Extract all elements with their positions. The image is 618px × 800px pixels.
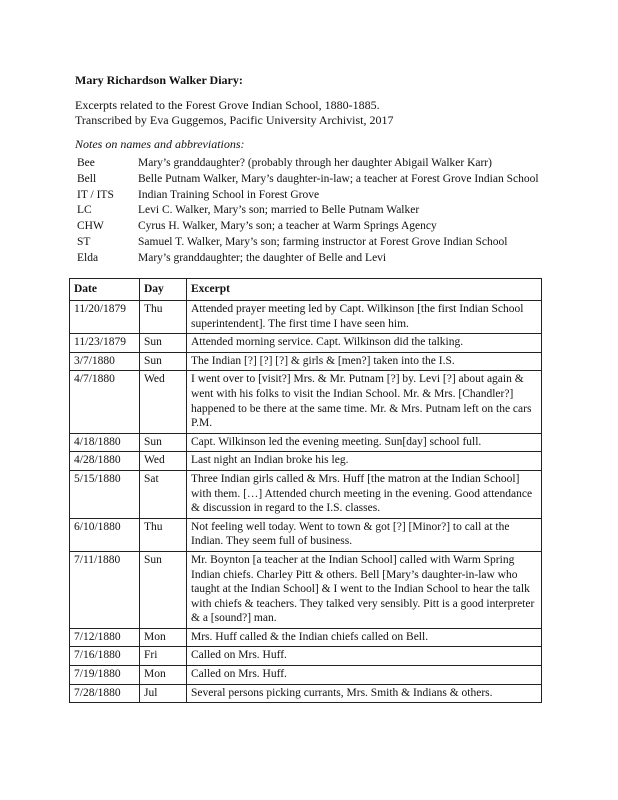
date-cell: 4/18/1880: [70, 433, 140, 452]
table-row: [70, 551, 542, 628]
date-cell: 6/10/1880: [70, 518, 140, 551]
day-cell: Wed: [140, 452, 187, 471]
day-cell: Sun: [140, 352, 187, 371]
table-row: [70, 470, 542, 518]
date-cell: 4/28/1880: [70, 452, 140, 471]
table-row: [70, 452, 542, 471]
excerpt-cell: Not feeling well today. Went to town & got [?] [Minor?] to call at the Indian. They seem full of business.: [187, 518, 542, 551]
table-row: [70, 684, 542, 703]
excerpt-cell: Mr. Boynton [a teacher at the Indian School] called with Warm Spring Indian chiefs. Charley Pitt & others. Bell [Mary’s daughter-in-law who taught at the Indian School] & I went to the Indian School to hear the talk with chiefs & teachers. They talked very sensibly. Pitt is a good interpreter & a [sound?] man.: [187, 551, 542, 628]
abbreviation-key: LC: [77, 204, 92, 217]
day-cell: Jul: [140, 684, 187, 703]
abbreviation-list: [75, 156, 545, 267]
abbreviation-key: IT / ITS: [77, 188, 114, 201]
date-cell: 11/20/1879: [70, 301, 140, 334]
abbreviation-meaning: Indian Training School in Forest Grove: [138, 188, 320, 201]
date-cell: 11/23/1879: [70, 334, 140, 353]
table-row: [70, 371, 542, 433]
excerpt-cell: Mrs. Huff called & the Indian chiefs called on Bell.: [187, 628, 542, 647]
abbreviation-item: [75, 251, 545, 267]
abbreviation-key: Bell: [77, 172, 97, 185]
abbreviation-key: Elda: [77, 251, 99, 264]
abbreviation-key: Bee: [77, 157, 95, 169]
column-header-excerpt: Excerpt: [187, 279, 542, 301]
table-row: [70, 433, 542, 452]
excerpt-cell: Three Indian girls called & Mrs. Huff [the matron at the Indian School] with them. […] Attended church meeting in the evening. Good attendance & discussion in regard to the I.S. classes.: [187, 470, 542, 518]
table-row: [70, 628, 542, 647]
notes-heading: Notes on names and abbreviations:: [75, 137, 245, 151]
day-cell: Thu: [140, 301, 187, 334]
table-row: [70, 334, 542, 353]
abbreviation-meaning: Mary’s granddaughter; the daughter of Belle and Levi: [138, 251, 387, 264]
document-title: Mary Richardson Walker Diary:: [75, 73, 243, 87]
table-row: [70, 647, 542, 666]
excerpt-cell: The Indian [?] [?] [?] & girls & [men?] taken into the I.S.: [187, 352, 542, 371]
excerpt-cell: Attended morning service. Capt. Wilkinson did the talking.: [187, 334, 542, 353]
excerpt-cell: Last night an Indian broke his leg.: [187, 452, 542, 471]
day-cell: Mon: [140, 628, 187, 647]
abbreviation-item: [75, 156, 545, 172]
column-header-date: Date: [70, 279, 140, 301]
excerpt-cell: I went over to [visit?] Mrs. & Mr. Putnam [?] by. Levi [?] about again & went with his folks to visit the Indian School. Mr. & Mrs. [Chandler?] happened to be there at the same time. Mr. & Mrs. Putnam left on the cars P.M.: [187, 371, 542, 433]
transcriber-line: Transcribed by Eva Guggemos, Pacific University Archivist, 2017: [75, 113, 394, 127]
abbreviation-meaning: Levi C. Walker, Mary’s son; married to Belle Putnam Walker: [138, 204, 420, 217]
table-row: [70, 666, 542, 685]
abbreviation-meaning: Belle Putnam Walker, Mary’s daughter-in-law; a teacher at Forest Grove Indian School: [138, 172, 539, 185]
day-cell: Mon: [140, 666, 187, 685]
abbreviation-item: [75, 188, 545, 204]
column-header-day: Day: [140, 279, 187, 301]
table-header-row: [70, 279, 542, 301]
excerpt-cell: Capt. Wilkinson led the evening meeting. Sun[day] school full.: [187, 433, 542, 452]
date-cell: 5/15/1880: [70, 470, 140, 518]
table-row: [70, 301, 542, 334]
table-row: [70, 352, 542, 371]
diary-table: [69, 278, 542, 703]
date-cell: 7/19/1880: [70, 666, 140, 685]
table-row: [70, 518, 542, 551]
abbreviation-item: [75, 235, 545, 251]
abbreviation-key: CHW: [77, 220, 104, 233]
day-cell: Sun: [140, 551, 187, 628]
date-cell: 3/7/1880: [70, 352, 140, 371]
excerpt-cell: Called on Mrs. Huff.: [187, 666, 542, 685]
document-subtitle: Excerpts related to the Forest Grove Indian School, 1880-1885.: [75, 98, 380, 112]
date-cell: 4/7/1880: [70, 371, 140, 433]
date-cell: 7/16/1880: [70, 647, 140, 666]
abbreviation-meaning: Mary’s granddaughter? (probably through her daughter Abigail Walker Karr): [138, 157, 492, 169]
date-cell: 7/12/1880: [70, 628, 140, 647]
abbreviation-item: [75, 172, 545, 188]
day-cell: Sat: [140, 470, 187, 518]
abbreviation-item: [75, 203, 545, 219]
day-cell: Fri: [140, 647, 187, 666]
abbreviation-item: [75, 219, 545, 235]
abbreviation-key: ST: [77, 235, 91, 248]
excerpt-cell: Attended prayer meeting led by Capt. Wilkinson [the first Indian School superintendent]. The first time I have seen him.: [187, 301, 542, 334]
date-cell: 7/28/1880: [70, 684, 140, 703]
abbreviation-meaning: Cyrus H. Walker, Mary’s son; a teacher at Warm Springs Agency: [138, 220, 437, 233]
day-cell: Wed: [140, 371, 187, 433]
date-cell: 7/11/1880: [70, 551, 140, 628]
day-cell: Sun: [140, 334, 187, 353]
day-cell: Thu: [140, 518, 187, 551]
excerpt-cell: Several persons picking currants, Mrs. Smith & Indians & others.: [187, 684, 542, 703]
day-cell: Sun: [140, 433, 187, 452]
abbreviation-meaning: Samuel T. Walker, Mary’s son; farming instructor at Forest Grove Indian School: [138, 235, 508, 248]
excerpt-cell: Called on Mrs. Huff.: [187, 647, 542, 666]
